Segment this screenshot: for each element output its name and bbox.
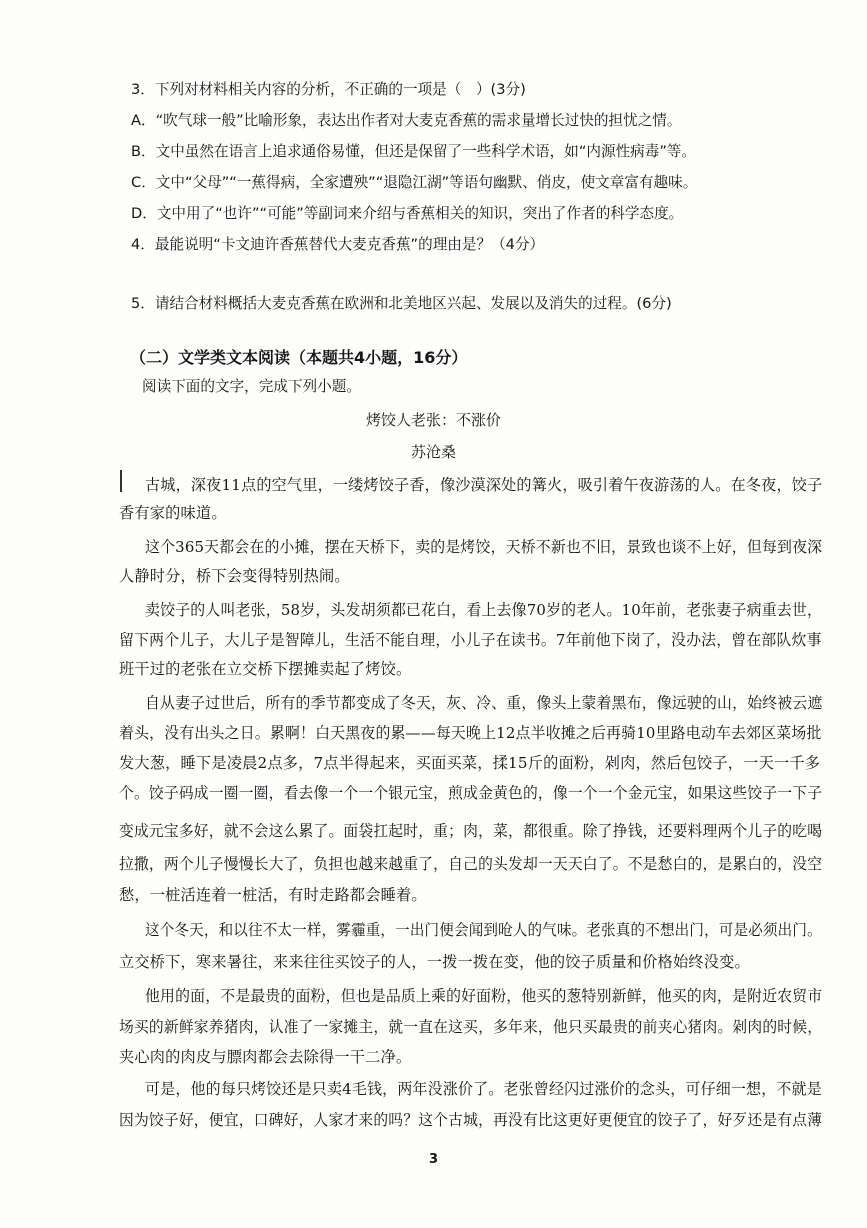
article-line: 夹心肉的肉皮与膘肉都会去除得一干二净。 (119, 1048, 412, 1066)
article-line: 卖饺子的人叫老张，58岁，头发胡须都已花白，看上去像70岁的老人。10年前，老张妻子病重去世， (145, 601, 823, 619)
article-title: 烤饺人老张：不涨价 (365, 411, 501, 429)
article-line: 自从妻子过世后，所有的季节都变成了冬天，灰、冷、重，像头上蒙着黑布，像远驶的山，始终被云遮 (145, 694, 823, 712)
article-line: 因为饺子好，便宜，口碑好，人家才来的吗？这个古城，再没有比这更好更便宜的饺子了，好歹还是有点薄 (119, 1111, 823, 1129)
article-line: 发大葱，睡下是凌晨2点多，7点半得起来，买面买菜，揉15斤的面粉，剁肉，然后包饺子，一天一千多 (119, 754, 821, 772)
article-line: 变成元宝多好，就不会这么累了。面袋扛起时，重；肉，菜，都很重。除了挣钱，还要料理两个儿子的吃喝 (119, 822, 823, 840)
question-3-option-b: B．文中虽然在语言上追求通俗易懂，但还是保留了一些科学术语，如“内源性病毒”等。 (131, 143, 697, 160)
question-3-stem: 3．下列对材料相关内容的分析，不正确的一项是（ ）(3分) (131, 81, 526, 98)
article-line: 场买的新鲜家养猪肉，认准了一家摊主，就一直在这买，多年来，他只买最贵的前夹心猪肉。剁肉的时候， (119, 1018, 823, 1036)
margin-mark (120, 470, 122, 492)
article-line: 班干过的老张在立交桥下摆摊卖起了烤饺。 (119, 660, 412, 678)
page-number: 3 (428, 1152, 439, 1167)
article-author: 苏沧桑 (410, 443, 456, 461)
question-3-option-a: A．“吹气球一般”比喻形象，表达出作者对大麦克香蕉的需求量增长过快的担忧之情。 (131, 112, 682, 129)
article-line: 这个365天都会在的小摊，摆在天桥下，卖的是烤饺，天桥不新也不旧，景致也谈不上好，但每到夜深 (145, 538, 823, 556)
article-line: 着头，没有出头之日。累啊！白天黑夜的累——每天晚上12点半收摊之后再骑10里路电动车去郊区菜场批 (119, 724, 822, 742)
question-5: 5．请结合材料概括大麦克香蕉在欧洲和北美地区兴起、发展以及消失的过程。(6分) (131, 295, 672, 312)
question-4: 4．最能说明“卡文迪许香蕉替代大麦克香蕉”的理由是？（4分） (131, 236, 545, 253)
article-line: 人静时分，桥下会变得特别热闹。 (119, 567, 350, 585)
article-line: 立交桥下，寒来暑往，来来往往买饺子的人，一拨一拨在变，他的饺子质量和价格始终没变。 (119, 953, 750, 971)
article-line: 香有家的味道。 (119, 504, 227, 522)
article-line: 愁，一桩活连着一桩活，有时走路都会睡着。 (119, 886, 427, 904)
article-line: 古城，深夜11点的空气里，一缕烤饺子香，像沙漠深处的篝火，吸引着午夜游荡的人。在冬夜，饺子 (145, 476, 823, 494)
article-line: 拉撒，两个儿子慢慢长大了，负担也越来越重了，自己的头发却一天天白了。不是愁白的，是累白的，没空 (119, 855, 823, 873)
article-line: 这个冬天，和以往不太一样，雾霾重，一出门便会闻到呛人的气味。老张真的不想出门，可是必须出门。 (145, 921, 822, 939)
article-line: 他用的面，不是最贵的面粉，但也是品质上乘的好面粉，他买的葱特别新鲜，他买的肉，是附近农贸市 (145, 987, 823, 1005)
article-line: 留下两个儿子，大儿子是智障儿，生活不能自理，小儿子在读书。7年前他下岗了，没办法，曾在部队炊事 (119, 631, 822, 649)
section-instruction: 阅读下面的文字，完成下列小题。 (142, 378, 361, 395)
question-3-option-d: D．文中用了“也许”“可能”等副词来介绍与香蕉相关的知识，突出了作者的科学态度。 (131, 205, 684, 222)
question-3-option-c: C．文中“父母”“一蕉得病，全家遭殃”“退隐江湖”等语句幽默、俏皮，使文章富有趣味。 (131, 174, 698, 191)
article-line: 个。饺子码成一圈一圈，看去像一个一个银元宝，煎成金黄色的，像一个一个金元宝，如果这些饺子一下子 (119, 784, 823, 802)
article-line: 可是，他的每只烤饺还是只卖4毛钱，两年没涨价了。老张曾经闪过涨价的念头，可仔细一想，不就是 (145, 1080, 822, 1098)
section-heading: （二）文学类文本阅读（本题共4小题，16分） (130, 348, 468, 367)
